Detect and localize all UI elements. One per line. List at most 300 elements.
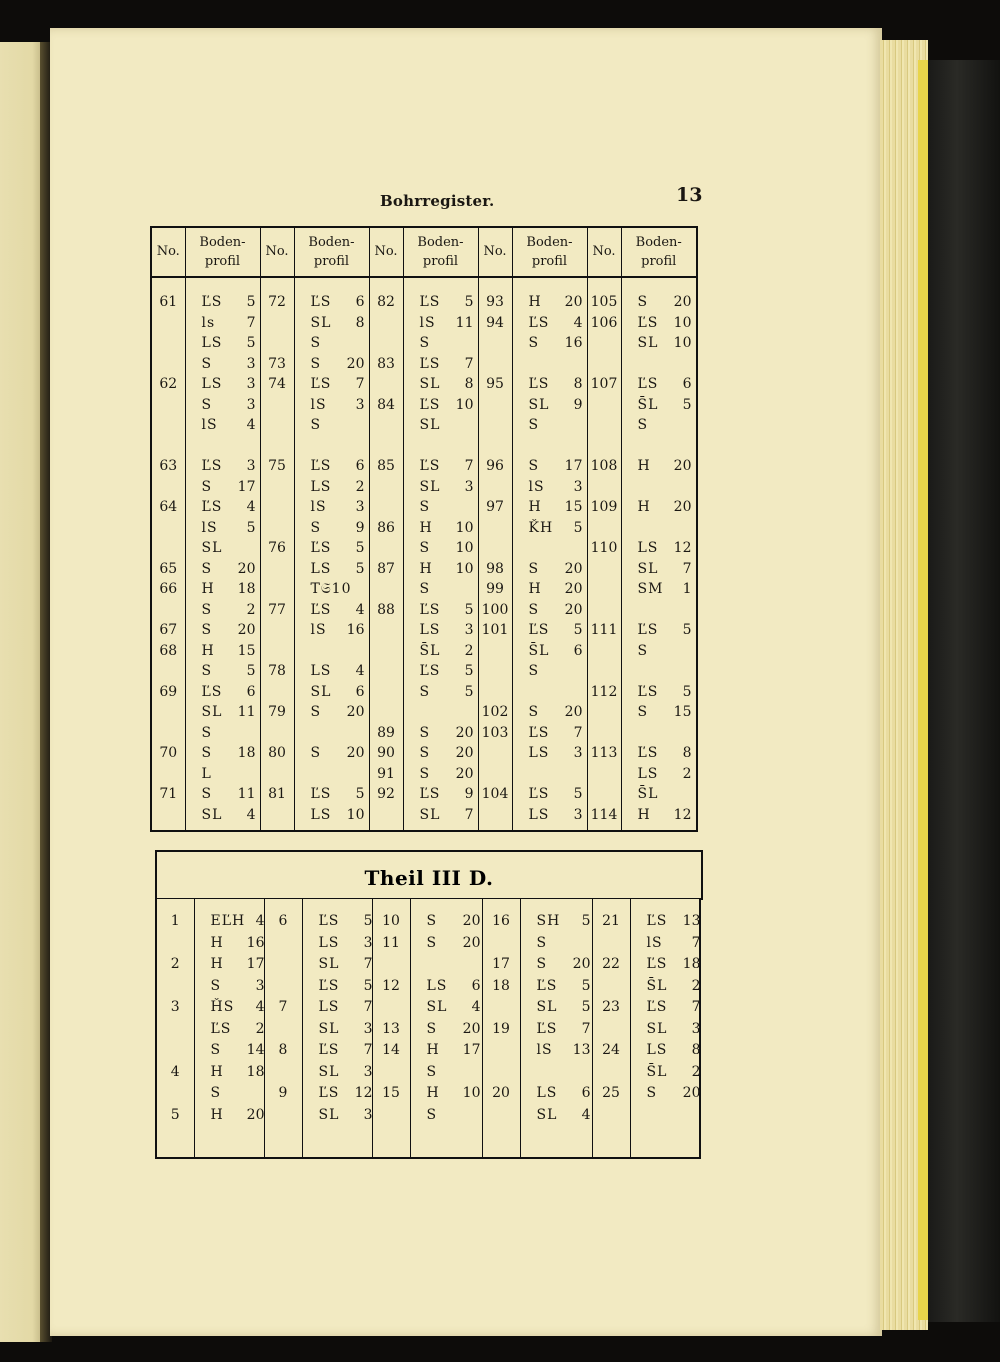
layer-depth: 20 <box>673 458 692 474</box>
layer-depth: 2 <box>464 642 474 659</box>
soil-code: SL <box>201 704 223 720</box>
layer-depth: 3 <box>255 977 265 994</box>
layer-depth: 10 <box>673 335 692 351</box>
section-title: Theil III D. <box>364 866 494 890</box>
profile-entry <box>303 997 372 1019</box>
profile-entry <box>521 954 592 976</box>
boring-number: 23 <box>602 999 620 1015</box>
boring-number: 82 <box>377 294 395 310</box>
profile-entry <box>404 702 478 723</box>
profile-entry <box>404 641 478 662</box>
soil-code: ĽS <box>637 376 659 392</box>
boring-number: 94 <box>486 314 504 331</box>
layer-depth: 5 <box>464 601 474 618</box>
soil-code: ĽS <box>528 376 550 392</box>
layer-depth: 20 <box>455 765 474 782</box>
boring-number <box>479 805 512 826</box>
boring-number <box>593 1062 630 1084</box>
boring-number <box>588 518 621 539</box>
layer-depth: 10 <box>673 314 692 331</box>
profile-entry <box>186 354 260 375</box>
boring-number <box>370 477 403 498</box>
profile-entry <box>295 743 369 764</box>
layer-depth: 20 <box>673 294 692 310</box>
layer-depth <box>672 415 692 436</box>
boring-number <box>152 313 185 334</box>
profile-entry <box>411 933 482 955</box>
soil-code: ĽS <box>419 458 441 474</box>
boring-number: 103 <box>481 724 509 741</box>
soil-code <box>638 436 672 457</box>
profile-entry <box>303 976 372 998</box>
boring-number <box>479 333 512 354</box>
section-heading <box>155 850 703 900</box>
profile-entry <box>295 784 369 805</box>
boring-number <box>152 436 185 457</box>
boring-number <box>483 933 520 955</box>
soil-code: S <box>536 956 548 972</box>
soil-code: lS <box>536 1042 553 1058</box>
soil-code: ǨH <box>528 519 554 536</box>
soil-code: SL <box>419 376 441 392</box>
layer-depth: 6 <box>355 294 365 310</box>
boring-number <box>370 374 403 395</box>
profile-entry <box>513 784 587 805</box>
layer-depth: 2 <box>255 1020 265 1037</box>
running-title: Bohrregister. <box>380 192 495 210</box>
layer-depth: 5 <box>581 999 591 1015</box>
boring-number <box>588 641 621 662</box>
boring-number <box>593 976 630 998</box>
layer-depth: 15 <box>237 642 256 659</box>
soil-code: S <box>419 724 431 741</box>
table-body-row <box>156 899 700 1159</box>
soil-code: S <box>310 704 322 720</box>
profile-entry <box>195 1083 264 1105</box>
layer-depth: 7 <box>363 1042 373 1058</box>
layer-depth <box>672 518 692 539</box>
soil-code: LS <box>528 806 550 823</box>
number-column <box>151 277 185 831</box>
layer-depth <box>672 784 692 805</box>
soil-code: SL <box>426 999 448 1015</box>
boring-number: 112 <box>590 683 618 700</box>
boring-number: 96 <box>486 458 504 474</box>
boring-number <box>152 415 185 436</box>
soil-code <box>311 764 345 785</box>
soil-code: ĽS <box>318 913 340 929</box>
boring-number <box>588 333 621 354</box>
layer-depth <box>454 702 474 723</box>
layer-depth <box>345 764 365 785</box>
boring-number <box>593 1019 630 1041</box>
soil-code: ĽS <box>201 683 223 700</box>
layer-depth: 20 <box>564 601 583 618</box>
soil-code: lS <box>310 622 327 638</box>
profile-entry <box>295 415 369 436</box>
layer-depth: 5 <box>682 622 692 638</box>
layer-depth: 18 <box>246 1063 265 1080</box>
profile-entry <box>513 559 587 580</box>
soil-code: S <box>210 1042 222 1058</box>
boring-number <box>370 313 403 334</box>
boring-number: 72 <box>268 294 286 310</box>
profile-entry <box>513 374 587 395</box>
profile-entry <box>521 1105 592 1127</box>
layer-depth: 20 <box>462 934 481 951</box>
header-profile: Boden- profil <box>403 227 478 277</box>
layer-depth: 20 <box>246 1106 265 1123</box>
soil-code: ĽS <box>201 499 223 515</box>
boring-number <box>373 1062 410 1084</box>
header-profile: Boden- profil <box>512 227 587 277</box>
layer-depth: 17 <box>246 956 265 972</box>
soil-code: S <box>201 396 213 413</box>
layer-depth <box>454 436 474 457</box>
boring-number <box>261 805 294 826</box>
soil-code: lS <box>310 499 327 515</box>
profile-entry <box>186 395 260 416</box>
boring-number <box>588 702 621 723</box>
boring-number: 21 <box>602 913 620 929</box>
header-profile: Boden- profil <box>621 227 697 277</box>
soil-code: S <box>637 294 649 310</box>
soil-code: S <box>528 601 540 618</box>
soil-code: S <box>310 335 322 351</box>
soil-code: ĽS <box>310 540 332 556</box>
soil-code: ĽS <box>318 977 340 994</box>
layer-depth: 15 <box>673 704 692 720</box>
boring-number <box>370 620 403 641</box>
boring-number <box>588 559 621 580</box>
boring-number <box>479 477 512 498</box>
profile-entry <box>513 641 587 662</box>
boring-number: 13 <box>382 1020 400 1037</box>
boring-number: 87 <box>377 560 395 577</box>
boring-number: 24 <box>602 1042 620 1058</box>
soil-code: H <box>426 1042 440 1058</box>
layer-depth: 5 <box>363 977 373 994</box>
layer-depth: 10 <box>455 540 474 556</box>
profile-entry <box>186 723 260 744</box>
boring-number <box>593 933 630 955</box>
soil-code: SL <box>637 335 659 351</box>
profile-column <box>520 899 592 1159</box>
profile-entry <box>186 579 260 600</box>
layer-depth: 20 <box>462 913 481 929</box>
layer-depth: 1 <box>682 581 692 597</box>
soil-code: S <box>419 581 431 597</box>
profile-entry <box>295 661 369 682</box>
boring-number <box>152 518 185 539</box>
boring-number <box>261 641 294 662</box>
profile-entry <box>404 743 478 764</box>
layer-depth <box>236 764 256 785</box>
soil-code: ĽS <box>528 314 550 331</box>
soil-code: S <box>201 745 213 761</box>
soil-code: ĽS <box>528 724 550 741</box>
boring-number: 104 <box>481 786 509 802</box>
soil-code: H <box>210 934 224 951</box>
profile-entry <box>303 1062 372 1084</box>
boring-number: 75 <box>268 458 286 474</box>
soil-code: H <box>419 560 433 577</box>
boring-number: 90 <box>377 745 395 761</box>
layer-depth: 9 <box>464 786 474 802</box>
layer-depth: 7 <box>573 724 583 741</box>
profile-column <box>302 899 372 1159</box>
layer-depth <box>461 1062 481 1084</box>
soil-code <box>311 641 345 662</box>
profile-entry <box>622 682 697 703</box>
profile-entry <box>521 933 592 955</box>
soil-code: S <box>426 934 438 951</box>
soil-code: ĽS <box>310 294 332 310</box>
soil-code: H <box>528 294 542 310</box>
soil-code: ĽS <box>201 294 223 310</box>
layer-depth: 16 <box>246 934 265 951</box>
boring-number: 68 <box>159 642 178 659</box>
boring-number: 98 <box>486 560 504 577</box>
profile-entry <box>186 620 260 641</box>
boring-number: 65 <box>159 560 178 577</box>
profile-entry <box>513 354 587 375</box>
profile-entry <box>622 764 697 785</box>
boring-number: 62 <box>159 376 178 392</box>
layer-depth: 7 <box>464 458 474 474</box>
boring-number <box>373 1105 410 1127</box>
boring-number <box>479 641 512 662</box>
profile-entry <box>195 1040 264 1062</box>
soil-code: S <box>201 786 213 802</box>
boring-number <box>261 764 294 785</box>
layer-depth: 5 <box>246 335 256 351</box>
profile-entry <box>404 538 478 559</box>
soil-code: ĽS <box>536 977 558 994</box>
profile-entry <box>622 641 697 662</box>
soil-code: H <box>528 499 542 515</box>
soil-code: LS <box>310 806 332 823</box>
profile-entry <box>295 374 369 395</box>
profile-entry <box>622 538 697 559</box>
boring-number: 74 <box>268 376 286 392</box>
layer-depth: 5 <box>246 519 256 536</box>
boring-number <box>152 538 185 559</box>
profile-entry <box>411 1019 482 1041</box>
soil-code: S <box>426 1020 438 1037</box>
layer-depth: 14 <box>246 1042 265 1058</box>
boring-number <box>261 497 294 518</box>
layer-depth: 2 <box>355 478 365 495</box>
layer-depth: 5 <box>581 977 591 994</box>
soil-code <box>529 764 563 785</box>
soil-code: ĽS <box>419 355 441 372</box>
boring-number <box>261 559 294 580</box>
boring-number <box>370 641 403 662</box>
soil-code <box>529 354 563 375</box>
layer-depth: 12 <box>673 540 692 556</box>
layer-depth <box>454 333 474 354</box>
boring-number <box>479 682 512 703</box>
soil-code: SL <box>318 1063 340 1080</box>
profile-entry <box>631 1105 700 1127</box>
soil-code: EĽH <box>210 913 246 929</box>
header-no: No. <box>369 227 403 277</box>
soil-code: L <box>201 765 212 782</box>
profile-entry <box>411 1040 482 1062</box>
table-body-row <box>151 277 697 831</box>
soil-code: LS <box>637 765 659 782</box>
profile-entry <box>622 374 697 395</box>
soil-code: T𝔖10 <box>310 581 352 597</box>
boring-number <box>479 764 512 785</box>
boring-number: 77 <box>268 601 286 618</box>
profile-entry <box>513 743 587 764</box>
profile-entry <box>513 538 587 559</box>
profile-entry <box>195 1062 264 1084</box>
boring-number <box>265 954 302 976</box>
layer-depth: 20 <box>346 745 365 761</box>
soil-code: ĽS <box>419 601 441 618</box>
soil-code: lS <box>646 934 663 951</box>
soil-code: ĽS <box>419 294 441 310</box>
boring-number <box>157 976 194 998</box>
soil-code: SL <box>536 999 558 1015</box>
layer-depth: 4 <box>246 417 256 433</box>
boring-number: 66 <box>159 581 178 597</box>
boring-number: 102 <box>481 704 509 720</box>
soil-code: S <box>419 335 431 351</box>
boring-number <box>157 1019 194 1041</box>
layer-depth: 20 <box>455 724 474 741</box>
profile-entry <box>513 292 587 313</box>
profile-column <box>294 277 369 831</box>
profile-entry <box>195 1019 264 1041</box>
boring-number <box>483 1105 520 1127</box>
layer-depth <box>345 723 365 744</box>
profile-entry <box>622 456 697 477</box>
layer-depth: 7 <box>246 314 256 331</box>
profile-entry <box>186 784 260 805</box>
layer-depth: 20 <box>564 581 583 597</box>
boring-number: 111 <box>590 622 618 638</box>
profile-entry <box>622 354 697 375</box>
layer-depth: 20 <box>237 622 256 638</box>
profile-entry <box>513 661 587 682</box>
layer-depth: 3 <box>573 745 583 761</box>
boring-number <box>479 436 512 457</box>
boring-number <box>261 395 294 416</box>
boring-number: 1 <box>170 913 180 929</box>
boring-number <box>152 764 185 785</box>
layer-depth: 4 <box>581 1106 591 1123</box>
boring-number <box>261 518 294 539</box>
layer-depth: 4 <box>573 314 583 331</box>
layer-depth: 8 <box>464 376 474 392</box>
soil-code <box>529 436 563 457</box>
profile-entry <box>622 518 697 539</box>
layer-depth: 3 <box>573 806 583 823</box>
boring-number <box>157 1040 194 1062</box>
layer-depth: 2 <box>691 1063 701 1080</box>
profile-column <box>403 277 478 831</box>
soil-code: H <box>210 1063 224 1080</box>
profile-entry <box>622 661 697 682</box>
boring-number: 89 <box>377 724 395 741</box>
boring-number <box>588 764 621 785</box>
boring-number: 114 <box>590 806 618 823</box>
profile-entry <box>631 954 700 976</box>
boring-number: 4 <box>170 1063 180 1080</box>
soil-code: S <box>201 355 213 372</box>
soil-code: SH <box>536 913 561 929</box>
profile-entry <box>631 1040 700 1062</box>
profile-entry <box>295 600 369 621</box>
profile-entry <box>186 477 260 498</box>
layer-depth: 3 <box>691 1020 701 1037</box>
profile-entry <box>295 456 369 477</box>
layer-depth <box>454 415 474 436</box>
layer-depth <box>672 661 692 682</box>
boring-number <box>370 415 403 436</box>
profile-entry <box>521 911 592 933</box>
boring-number <box>152 723 185 744</box>
layer-depth: 5 <box>464 294 474 310</box>
profile-entry <box>622 579 697 600</box>
soil-code <box>311 723 345 744</box>
boring-number <box>152 600 185 621</box>
profile-entry <box>303 1105 372 1127</box>
number-column <box>372 899 410 1159</box>
number-column <box>587 277 621 831</box>
soil-code: H <box>201 642 215 659</box>
boring-number <box>479 415 512 436</box>
boring-number: 92 <box>377 786 395 802</box>
soil-code <box>638 354 672 375</box>
layer-depth: 13 <box>682 913 701 929</box>
boring-number <box>483 1040 520 1062</box>
profile-entry <box>411 1105 482 1127</box>
profile-entry <box>404 415 478 436</box>
soil-code: SL <box>201 540 223 556</box>
profile-entry <box>295 292 369 313</box>
profile-entry <box>186 415 260 436</box>
boring-number: 17 <box>492 956 510 972</box>
profile-entry <box>622 436 697 457</box>
soil-code: SL <box>318 956 340 972</box>
layer-depth: 4 <box>255 999 265 1015</box>
profile-entry <box>622 477 697 498</box>
soil-code: ĽS <box>210 1020 232 1037</box>
soil-code: S <box>310 519 322 536</box>
soil-code <box>638 661 672 682</box>
soil-code: ĽS <box>528 786 550 802</box>
layer-depth <box>454 497 474 518</box>
soil-code: S <box>201 560 213 577</box>
soil-code <box>638 477 672 498</box>
book-cover <box>928 60 1000 1322</box>
soil-code: S <box>201 663 213 679</box>
profile-entry <box>303 1083 372 1105</box>
boring-number: 106 <box>590 314 618 331</box>
soil-code: ĽS <box>637 683 659 700</box>
boring-number <box>479 743 512 764</box>
profile-column <box>621 277 697 831</box>
layer-depth: 5 <box>246 294 256 310</box>
layer-depth <box>672 354 692 375</box>
layer-depth: 18 <box>682 956 701 972</box>
profile-entry <box>513 805 587 826</box>
